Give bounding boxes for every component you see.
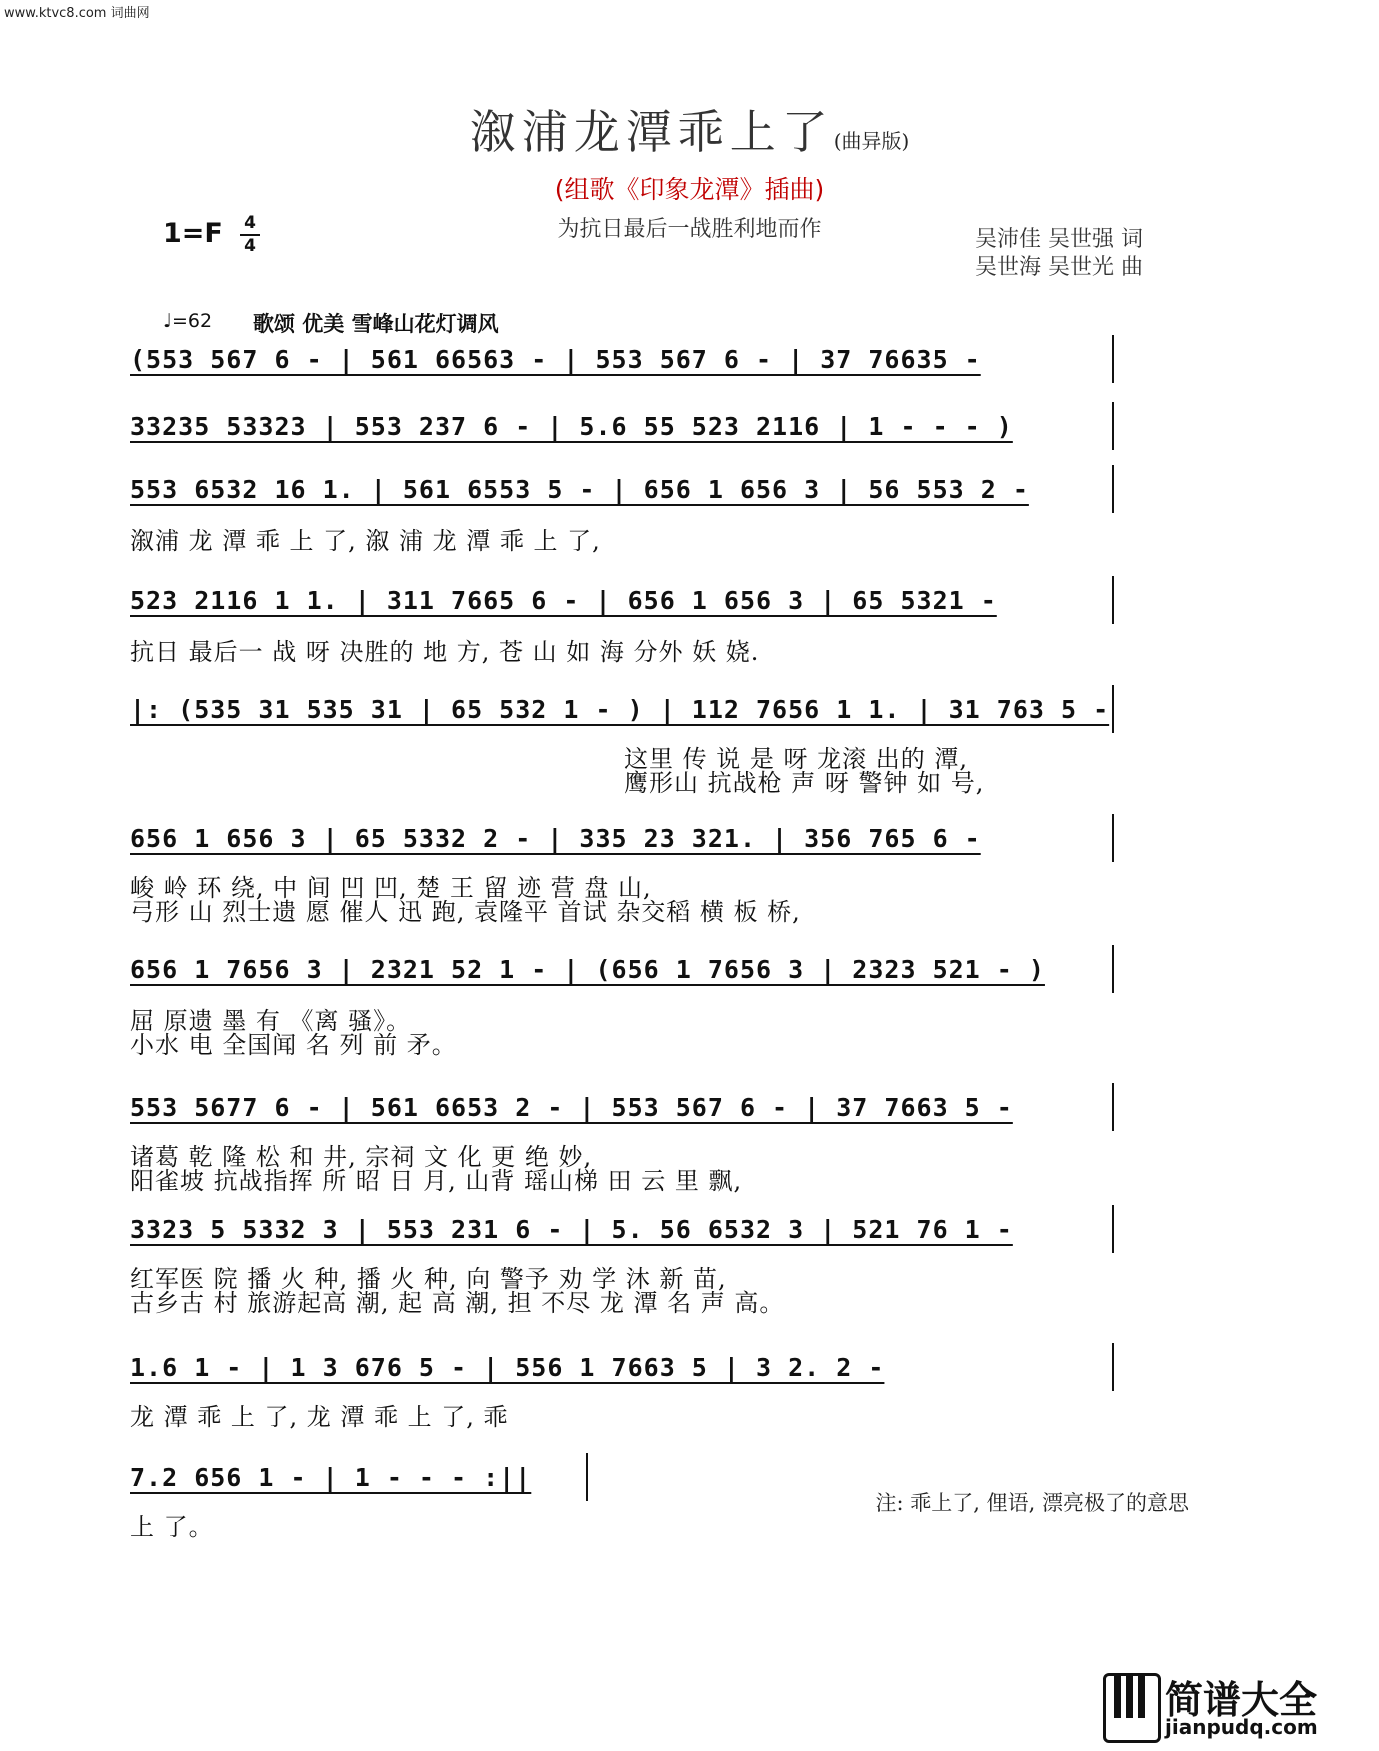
composers: 吴世海 吴世光 曲	[975, 255, 1143, 280]
title-version: (曲异版)	[833, 129, 910, 153]
key-signature: 1=F	[163, 218, 223, 249]
notation-line: 656 1 656 3 | 65 5332 2 - | 335 23 321. | 356 765 6 -	[130, 824, 981, 853]
notation-line: 3323 5 5332 3 | 553 231 6 - | 5. 56 6532 3 | 521 76 1 -	[130, 1215, 1013, 1244]
lyrics-verse-1: 这里 传 说 是 呀 龙滚 出的 潭,	[624, 745, 969, 773]
lyricists: 吴沛佳 吴世强 词	[975, 227, 1143, 252]
logo-site: jianpudq.com	[1165, 1715, 1318, 1739]
notation-line: 7.2 656 1 - | 1 - - - :||	[130, 1463, 532, 1492]
footnote: 注: 乖上了, 俚语, 漂亮极了的意思	[875, 1491, 1189, 1515]
lyrics-verse-1: 上 了。	[130, 1513, 214, 1541]
notation-line: (553 567 6 - | 561 66563 - | 553 567 6 - | 37 76635 -	[130, 345, 981, 374]
song-title-block	[0, 96, 1379, 162]
site-logo	[1103, 1669, 1363, 1743]
lyrics-verse-1: 龙 潭 乖 上 了, 龙 潭 乖 上 了, 乖	[130, 1403, 509, 1431]
lyrics-verse-1: 诸葛 乾 隆 松 和 井, 宗祠 文 化 更 绝 妙,	[130, 1143, 593, 1171]
score-system	[0, 695, 1379, 797]
end-barline	[1112, 1205, 1114, 1253]
notation-line: |: (535 31 535 31 | 65 532 1 - ) | 112 7656 1 1. | 31 763 5 -	[130, 695, 1110, 724]
score-system	[0, 955, 1379, 1059]
logo-name: 简谱大全	[1165, 1678, 1318, 1722]
lyrics-verse-2: 阳雀坡 抗战指挥 所 昭 日 月, 山背 瑶山梯 田 云 里 飘,	[130, 1167, 743, 1195]
end-barline	[1112, 335, 1114, 383]
end-barline	[1112, 945, 1114, 993]
end-barline	[1112, 814, 1114, 862]
score-system	[0, 1093, 1379, 1195]
score-system	[0, 412, 1379, 482]
end-barline	[1112, 465, 1114, 513]
lyrics-verse-2: 鹰形山 抗战枪 声 呀 警钟 如 号,	[624, 769, 985, 797]
lyrics-verse-1: 峻 岭 环 绕, 中 间 凹 凹, 楚 王 留 迹 营 盘 山,	[130, 874, 652, 902]
style-marking: 歌颂 优美 雪峰山花灯调风	[253, 312, 499, 336]
end-barline	[586, 1453, 588, 1501]
lyrics-verse-2: 弓形 山 烈士遗 愿 催人 迅 跑, 袁隆平 首试 杂交稻 横 板 桥,	[130, 898, 801, 926]
tempo-marking: ♩=62	[163, 310, 213, 332]
song-title: 溆浦龙潭乖上了	[469, 105, 834, 159]
notation-line: 33235 53323 | 553 237 6 - | 5.6 55 523 2116 | 1 - - - )	[130, 412, 1013, 441]
notation-line: 553 5677 6 - | 561 6653 2 - | 553 567 6 - | 37 7663 5 -	[130, 1093, 1013, 1122]
credits	[975, 226, 1143, 282]
time-signature	[240, 214, 260, 256]
time-signature-top: 4	[244, 213, 256, 233]
end-barline	[1112, 1343, 1114, 1391]
notation-line: 523 2116 1 1. | 311 7665 6 - | 656 1 656 3 | 65 5321 -	[130, 586, 997, 615]
notation-line: 553 6532 16 1. | 561 6553 5 - | 656 1 656 3 | 56 553 2 -	[130, 475, 1029, 504]
end-barline	[1112, 576, 1114, 624]
dedication: 为抗日最后一战胜利地而作	[557, 217, 822, 242]
end-barline	[1112, 1083, 1114, 1131]
lyrics-verse-2: 小水 电 全国闻 名 列 前 矛。	[130, 1031, 457, 1059]
notation-line: 1.6 1 - | 1 3 676 5 - | 556 1 7663 5 | 3 2. 2 -	[130, 1353, 885, 1382]
lyrics-verse-1: 屈 原遗 墨 有 《离 骚》。	[130, 1007, 412, 1035]
time-signature-bottom: 4	[244, 236, 256, 256]
lyrics-verse-1: 溆浦 龙 潭 乖 上 了, 溆 浦 龙 潭 乖 上 了,	[130, 527, 601, 555]
piano-keys-icon	[1103, 1673, 1161, 1743]
score-system	[0, 475, 1379, 555]
notation-line: 656 1 7656 3 | 2321 52 1 - | (656 1 7656 3 | 2323 521 - )	[130, 955, 1045, 984]
score-system	[0, 345, 1379, 415]
end-barline	[1112, 402, 1114, 450]
score-system	[0, 1215, 1379, 1317]
lyrics-verse-2: 古乡古 村 旅游起高 潮, 起 高 潮, 担 不尽 龙 潭 名 声 高。	[130, 1289, 785, 1317]
song-subtitle: (组歌《印象龙潭》插曲)	[554, 175, 825, 204]
watermark: www.ktvc8.com 词曲网	[4, 6, 150, 21]
lyrics-verse-1: 红军医 院 播 火 种, 播 火 种, 向 警予 劝 学 沐 新 苗,	[130, 1265, 727, 1293]
score-system	[0, 824, 1379, 926]
score-system	[0, 1353, 1379, 1431]
score-system	[0, 586, 1379, 666]
end-barline	[1112, 685, 1114, 733]
lyrics-verse-1: 抗日 最后一 战 呀 决胜的 地 方, 苍 山 如 海 分外 妖 娆.	[130, 638, 760, 666]
